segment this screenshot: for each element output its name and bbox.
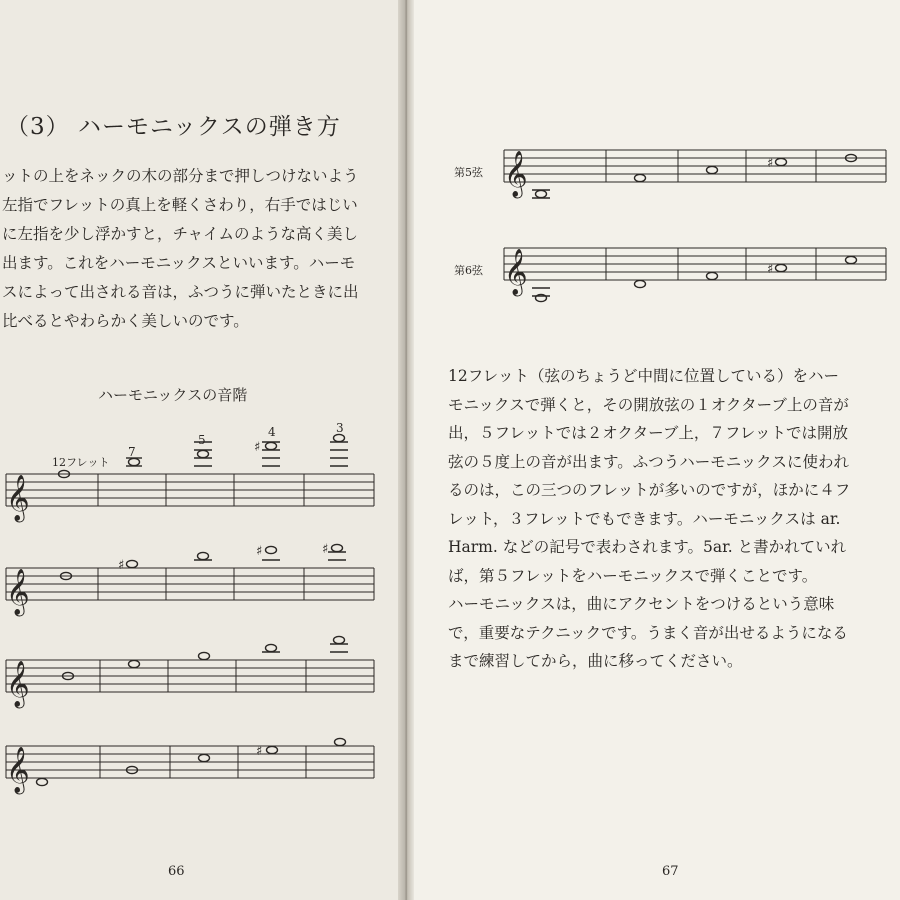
- sharp-sign: ♯: [254, 440, 261, 455]
- text-line: るのは，この三つのフレットが多いのですが，ほかに４フ: [448, 481, 851, 499]
- text-line: 左指でフレットの真上を軽くさわり，右手ではじい: [2, 196, 358, 214]
- section-heading: （3） ハーモニックスの弾き方: [6, 114, 341, 140]
- sharp-sign: ♯: [322, 542, 329, 557]
- text-line: ットの上をネックの木の部分まで押しつけないよう: [2, 167, 359, 185]
- text-line: スによって出される音は，ふつうに弾いたときに出: [2, 283, 359, 301]
- treble-clef-icon: 𝄞: [6, 747, 30, 793]
- book-gutter: [398, 0, 414, 900]
- sharp-sign: ♯: [767, 156, 774, 171]
- text-line: 出，５フレットでは２オクターブ上，７フレットでは開放: [448, 424, 849, 442]
- notes-string-5: [532, 154, 857, 198]
- treble-clef-icon: 𝄞: [6, 475, 30, 521]
- page-number-right: 67: [662, 864, 679, 879]
- text-line: ば，第５フレットをハーモニックスで弾くことです。: [448, 566, 818, 585]
- string-notation: [490, 130, 900, 320]
- string-6-label: 第6弦: [454, 264, 483, 277]
- fret-label-12: 12フレット: [52, 456, 110, 469]
- staff-1: [6, 474, 374, 506]
- fret-label-4: 4: [268, 425, 276, 439]
- sharp-sign: ♯: [256, 544, 263, 559]
- staff-2: [6, 568, 374, 600]
- text-line: まで練習してから，曲に移ってください。: [448, 652, 743, 670]
- treble-clef-icon: 𝄞: [504, 249, 528, 295]
- fret-label-3: 3: [336, 421, 344, 435]
- fret-label-7: 7: [128, 445, 136, 459]
- text-line: レット，３フレットでもできます。ハーモニックスは ar.: [448, 509, 841, 528]
- treble-clef-icon: 𝄞: [6, 661, 30, 707]
- notes-string-6: [532, 256, 857, 301]
- notes-staff-3: [63, 636, 349, 679]
- staff-string-5: [504, 150, 886, 182]
- staff-4: [6, 746, 374, 778]
- sharp-sign: ♯: [767, 262, 774, 277]
- text-line: 出ます。これをハーモニックスといいます。ハーモ: [2, 254, 356, 272]
- treble-clef-icon: 𝄞: [504, 151, 528, 197]
- string-5-label: 第5弦: [454, 166, 483, 179]
- right-body-text: [448, 362, 888, 676]
- page-number-left: 66: [168, 864, 185, 879]
- harmonics-scale-notation: [0, 410, 400, 810]
- notes-staff-2: [61, 544, 347, 579]
- text-line: ハーモニックスは，曲にアクセントをつけるという意味: [448, 595, 835, 613]
- staff-3: [6, 660, 374, 692]
- treble-clef-icon: 𝄞: [6, 569, 30, 615]
- scale-title: ハーモニックスの音階: [98, 386, 248, 404]
- sharp-sign: ♯: [118, 558, 125, 573]
- text-line: で，重要なテクニックです。うまく音が出せるようになる: [448, 623, 848, 642]
- fret-label-5: 5: [198, 433, 206, 447]
- text-line: Harm. などの記号で表わされます。5ar. と書かれていれ: [448, 538, 847, 556]
- staff-string-6: [504, 248, 886, 280]
- text-line: モニックスで弾くと，その開放弦の１オクターブ上の音が: [448, 395, 849, 414]
- text-line: 弦の５度上の音が出ます。ふつうハーモニックスに使われ: [448, 452, 849, 471]
- text-line: 12フレット（弦のちょうど中間に位置している）をハー: [448, 367, 839, 385]
- sharp-sign: ♯: [256, 744, 263, 759]
- text-line: 比べるとやわらかく美しいのです。: [2, 312, 249, 330]
- left-body-text: [2, 162, 392, 336]
- text-line: に左指を少し浮かすと，チャイムのような高く美し: [2, 225, 359, 243]
